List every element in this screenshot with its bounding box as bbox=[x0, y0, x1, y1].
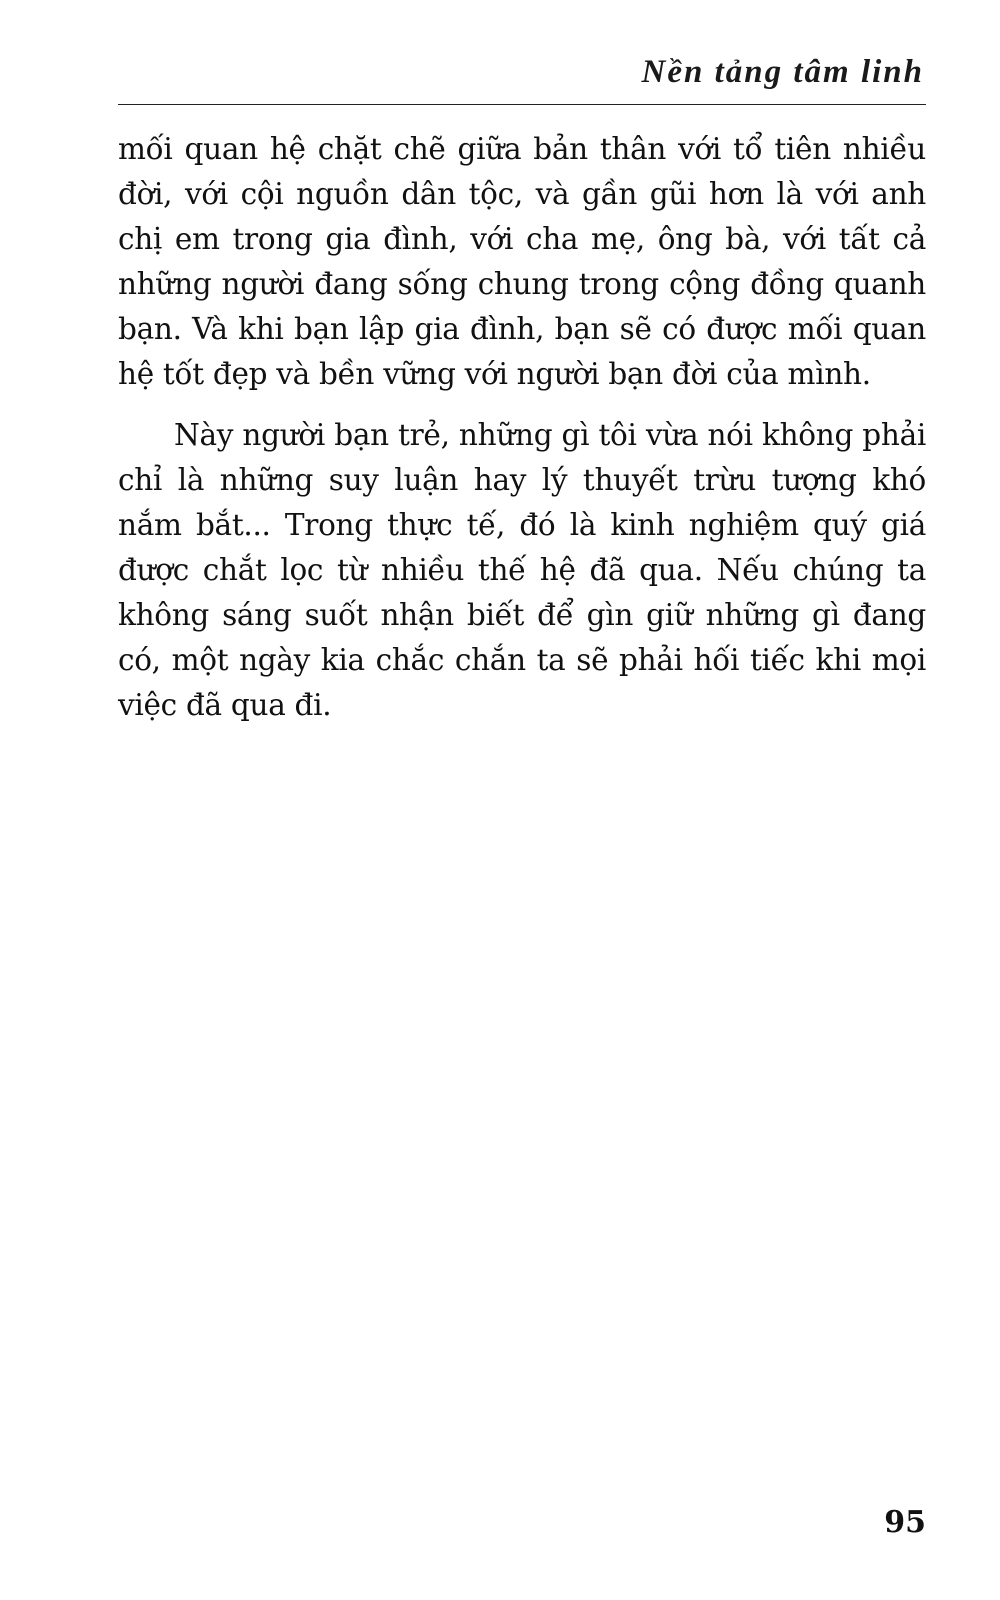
running-title: Nền tảng tâm linh bbox=[641, 54, 924, 90]
paragraph-2: Này người bạn trẻ, những gì tôi vừa nói không phải chỉ là những suy luận hay lý thuyết trừu tượng khó nắm bắt... Trong thực tế, đó là kinh nghiệm quý giá được chắt lọc từ nhiều thế hệ đã qua. Nếu chúng ta không sáng suốt nhận biết để gìn giữ những gì đang có, một ngày kia chắc chắn ta sẽ phải hối tiếc khi mọi việc đã qua đi. bbox=[118, 418, 926, 722]
body-text bbox=[118, 127, 926, 728]
paragraph-1: mối quan hệ chặt chẽ giữa bản thân với tổ tiên nhiều đời, với cội nguồn dân tộc, và gần gũi hơn là với anh chị em trong gia đình, với cha mẹ, ông bà, với tất cả những người đang sống chung trong cộng đồng quanh bạn. Và khi bạn lập gia đình, bạn sẽ có được mối quan hệ tốt đẹp và bền vững với người bạn đời của mình. bbox=[118, 132, 926, 391]
running-header bbox=[118, 52, 926, 105]
page-number: 95 bbox=[884, 1505, 926, 1540]
